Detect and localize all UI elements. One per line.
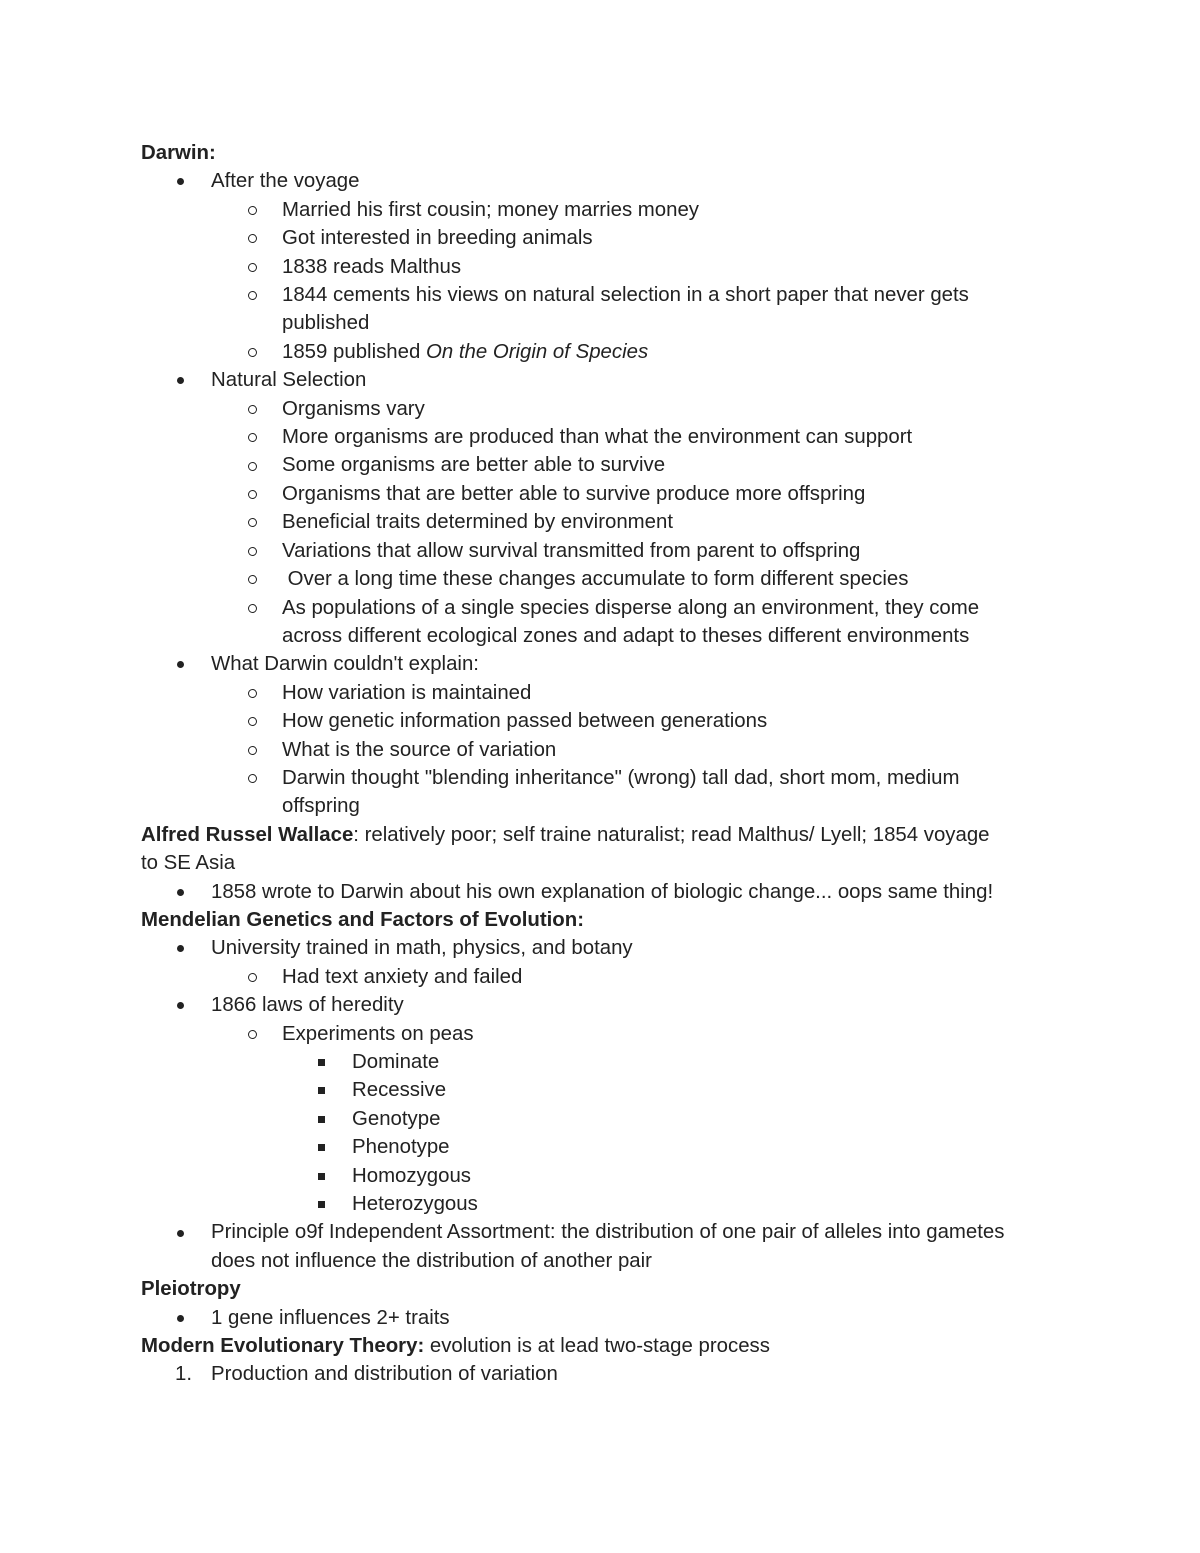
- list-item: [141, 281, 1061, 309]
- book-title: On the Origin of Species: [426, 340, 649, 363]
- item-text: Beneficial traits determined by environment: [282, 511, 674, 534]
- item-text: 1858 wrote to Darwin about his own explanation of biologic change... oops same thing!: [211, 880, 994, 903]
- modern-paragraph: [141, 1332, 1061, 1360]
- list-item: [141, 508, 1061, 536]
- list-item: [141, 1076, 1061, 1104]
- list-item: [141, 1162, 1061, 1190]
- item-text: Natural Selection: [211, 369, 367, 392]
- item-text: published: [282, 312, 370, 335]
- item-text: offspring: [282, 795, 360, 818]
- bullet-circle-icon: [248, 707, 257, 735]
- list-item: [141, 1133, 1061, 1161]
- bullet-circle-icon: [248, 679, 257, 707]
- item-text: 1844 cements his views on natural selection in a short paper that never gets: [282, 284, 969, 307]
- list-item: [141, 1105, 1061, 1133]
- bullet-dot-icon: [177, 991, 184, 1019]
- list-item: [141, 1190, 1061, 1218]
- mendel-heading: Mendelian Genetics and Factors of Evolution:: [141, 908, 584, 931]
- list-item: [141, 650, 1061, 678]
- item-text: University trained in math, physics, and botany: [211, 937, 633, 960]
- list-item: [141, 736, 1061, 764]
- bullet-circle-icon: [248, 764, 257, 792]
- bullet-dot-icon: [177, 1218, 184, 1246]
- item-text: Phenotype: [352, 1136, 450, 1159]
- item-text: Married his first cousin; money marries money: [282, 198, 700, 221]
- bullet-circle-icon: [248, 1020, 257, 1048]
- item-text: How genetic information passed between generations: [282, 710, 768, 733]
- item-text: Organisms that are better able to survive produce more offspring: [282, 482, 866, 505]
- bullet-circle-icon: [248, 480, 257, 508]
- list-item: [141, 764, 1061, 792]
- bullet-square-icon: [318, 1162, 325, 1190]
- bullet-square-icon: [318, 1048, 325, 1076]
- item-text: Organisms vary: [282, 397, 425, 420]
- bullet-circle-icon: [248, 537, 257, 565]
- list-item: [141, 480, 1061, 508]
- bullet-circle-icon: [248, 338, 257, 366]
- list-item-continuation: [141, 792, 1061, 820]
- list-item: [141, 224, 1061, 252]
- list-item: [141, 395, 1061, 423]
- item-text: Homozygous: [352, 1164, 471, 1187]
- list-item: [141, 963, 1061, 991]
- list-item: [141, 878, 1061, 906]
- list-item: [141, 253, 1061, 281]
- bullet-dot-icon: [177, 934, 184, 962]
- bullet-square-icon: [318, 1076, 325, 1104]
- numbered-item: [141, 1360, 1061, 1388]
- wallace-paragraph: [141, 821, 1061, 849]
- list-item-continuation: [141, 622, 1061, 650]
- bullet-dot-icon: [177, 167, 184, 195]
- item-text: Production and distribution of variation: [211, 1363, 558, 1386]
- item-text: Darwin thought "blending inheritance" (wrong) tall dad, short mom, medium: [282, 766, 960, 789]
- item-text: Had text anxiety and failed: [282, 965, 523, 988]
- list-item: [141, 1020, 1061, 1048]
- bullet-circle-icon: [248, 395, 257, 423]
- wallace-paragraph-continuation: [141, 849, 1061, 877]
- list-item-continuation: [141, 309, 1061, 337]
- wallace-text: to SE Asia: [141, 852, 236, 875]
- item-text: does not influence the distribution of another pair: [211, 1249, 652, 1272]
- list-item: [141, 366, 1061, 394]
- item-text: 1859 published: [282, 340, 426, 363]
- modern-heading: Modern Evolutionary Theory:: [141, 1335, 425, 1358]
- item-text: Principle o9f Independent Assortment: the distribution of one pair of alleles into gametes: [211, 1221, 1005, 1244]
- list-item: [141, 1304, 1061, 1332]
- item-text: Dominate: [352, 1051, 440, 1073]
- item-text: Genotype: [352, 1107, 441, 1130]
- list-item: [141, 679, 1061, 707]
- list-item: [141, 167, 1061, 195]
- item-text: How variation is maintained: [282, 681, 532, 704]
- item-text: As populations of a single species disperse along an environment, they come: [282, 596, 980, 619]
- list-item: [141, 934, 1061, 962]
- bullet-dot-icon: [177, 878, 184, 906]
- bullet-circle-icon: [248, 451, 257, 479]
- item-text: Recessive: [352, 1079, 447, 1102]
- item-text: What Darwin couldn't explain:: [211, 653, 479, 676]
- document-page: [141, 139, 1061, 1389]
- list-item: [141, 707, 1061, 735]
- list-item: [141, 1048, 1061, 1076]
- bullet-dot-icon: [177, 650, 184, 678]
- bullet-circle-icon: [248, 594, 257, 622]
- bullet-square-icon: [318, 1133, 325, 1161]
- item-text: 1838 reads Malthus: [282, 255, 462, 278]
- pleiotropy-heading: Pleiotropy: [141, 1278, 241, 1301]
- list-item-continuation: [141, 1247, 1061, 1275]
- item-text: More organisms are produced than what the environment can support: [282, 426, 913, 449]
- list-item: [141, 338, 1061, 366]
- bullet-circle-icon: [248, 508, 257, 536]
- list-item: [141, 991, 1061, 1019]
- wallace-heading: Alfred Russel Wallace: [141, 823, 354, 846]
- item-text: What is the source of variation: [282, 738, 557, 761]
- item-text: 1 gene influences 2+ traits: [211, 1306, 450, 1329]
- bullet-circle-icon: [248, 224, 257, 252]
- item-text: Over a long time these changes accumulate to form different species: [282, 568, 909, 591]
- bullet-dot-icon: [177, 366, 184, 394]
- modern-text: evolution is at lead two-stage process: [424, 1335, 770, 1358]
- list-item: [141, 594, 1061, 622]
- bullet-circle-icon: [248, 963, 257, 991]
- list-item: [141, 537, 1061, 565]
- item-text: After the voyage: [211, 170, 360, 193]
- list-item: [141, 1218, 1061, 1246]
- bullet-circle-icon: [248, 423, 257, 451]
- list-item: [141, 565, 1061, 593]
- item-number: 1.: [175, 1363, 193, 1386]
- bullet-circle-icon: [248, 565, 257, 593]
- bullet-square-icon: [318, 1105, 325, 1133]
- bullet-circle-icon: [248, 281, 257, 309]
- list-item: [141, 423, 1061, 451]
- bullet-square-icon: [318, 1190, 325, 1218]
- wallace-text: : relatively poor; self traine naturalist; read Malthus/ Lyell; 1854 voyage: [353, 823, 990, 846]
- item-text: Variations that allow survival transmitted from parent to offspring: [282, 539, 861, 562]
- list-item: [141, 451, 1061, 479]
- item-text: across different ecological zones and adapt to theses different environments: [282, 624, 970, 647]
- item-text: 1866 laws of heredity: [211, 994, 404, 1017]
- bullet-dot-icon: [177, 1304, 184, 1332]
- bullet-circle-icon: [248, 736, 257, 764]
- darwin-heading: Darwin:: [141, 142, 216, 164]
- item-text: Got interested in breeding animals: [282, 227, 593, 250]
- bullet-circle-icon: [248, 253, 257, 281]
- item-text: Experiments on peas: [282, 1022, 474, 1045]
- item-text: Some organisms are better able to survive: [282, 454, 666, 477]
- item-text: Heterozygous: [352, 1193, 478, 1216]
- bullet-circle-icon: [248, 196, 257, 224]
- list-item: [141, 196, 1061, 224]
